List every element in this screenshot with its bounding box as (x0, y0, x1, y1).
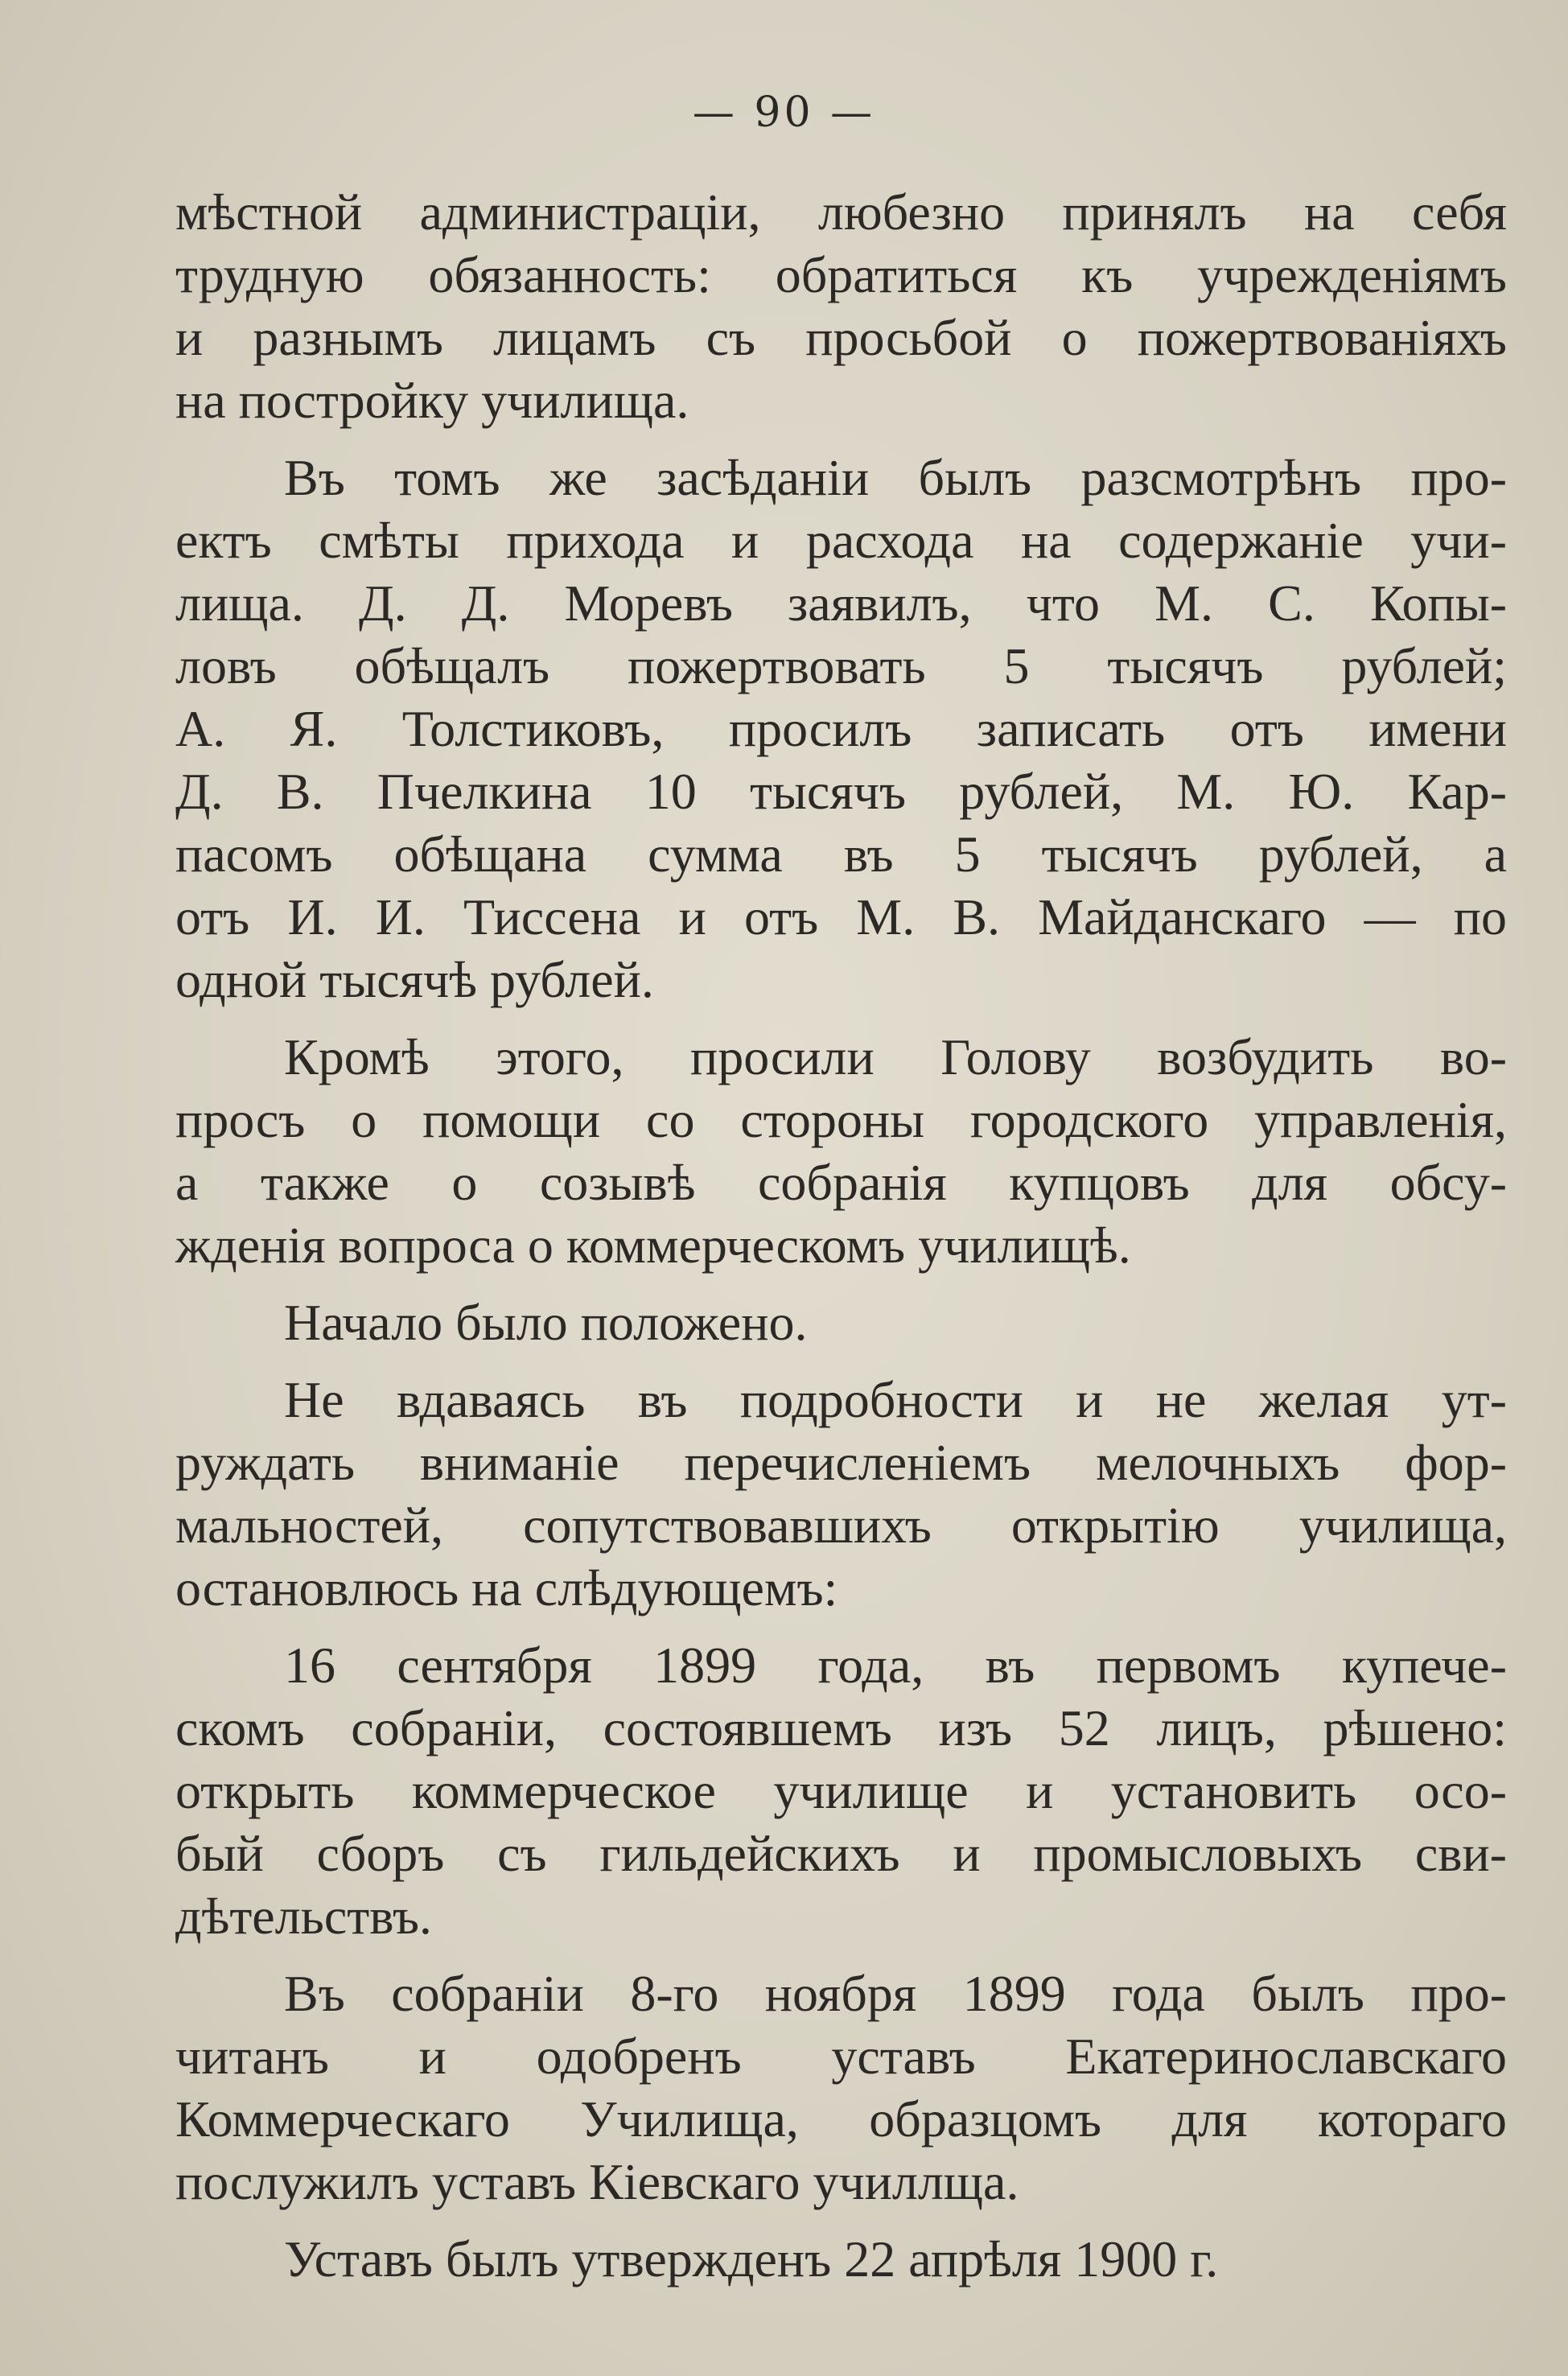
text-line: читанъ и одобренъ уставъ Екатеринославскаго (175, 2028, 1507, 2085)
text-line: Не вдаваясь въ подробности и не желая ут- (284, 1371, 1507, 1428)
page-text (175, 181, 1507, 2305)
text-line: остановлюсь на слѣдующемъ: (175, 1559, 838, 1616)
paragraph (175, 1962, 1507, 2213)
page-number: — 90 — (692, 89, 876, 137)
text-line: и разнымъ лицамъ съ просьбой о пожертвованіяхъ (175, 309, 1507, 366)
text-line: лища. Д. Д. Моревъ заявилъ, что М. С. Копы- (175, 574, 1507, 632)
text-line: послужилъ уставъ Кіевскаго училлща. (175, 2153, 1019, 2210)
paragraph (175, 2228, 1507, 2291)
text-line: мѣстной администраціи, любезно принялъ на себя (175, 183, 1507, 241)
text-line: пасомъ обѣщана сумма въ 5 тысячъ рублей, а (175, 826, 1507, 883)
paragraph (175, 1634, 1507, 1948)
paragraph (175, 447, 1507, 1011)
text-line: ектъ смѣты прихода и расхода на содержаніе учи- (175, 512, 1507, 569)
text-line: мальностей, сопутствовавшихъ открытію училища, (175, 1497, 1507, 1554)
text-line: просъ о помощи со стороны городского управленія, (175, 1091, 1507, 1148)
text-line: Начало было положено. (284, 1294, 808, 1351)
text-line: жденія вопроса о коммерческомъ училищѣ. (175, 1217, 1131, 1274)
paragraph (175, 1026, 1507, 1277)
text-line: одной тысячѣ рублей. (175, 951, 654, 1008)
text-line: Въ томъ же засѣданіи былъ разсмотрѣнъ про- (284, 449, 1507, 506)
text-line: скомъ собраніи, состоявшемъ изъ 52 лицъ, рѣшено: (175, 1699, 1507, 1756)
text-line: 16 сентября 1899 года, въ первомъ купече- (284, 1637, 1507, 1694)
paragraph (175, 1369, 1507, 1620)
text-line: отъ И. И. Тиссена и отъ М. В. Майданскаго — по (175, 888, 1507, 945)
paragraph (175, 1291, 1507, 1354)
text-line: бый сборъ съ гильдейскихъ и промысловыхъ сви- (175, 1825, 1507, 1882)
text-line: трудную обязанность: обратиться къ учрежденіямъ (175, 246, 1507, 303)
text-line: Д. В. Пчелкина 10 тысячъ рублей, М. Ю. Кар- (175, 763, 1507, 820)
text-line: Уставъ былъ утвержденъ 22 апрѣля 1900 г. (284, 2230, 1219, 2287)
text-line: ловъ обѣщалъ пожертвовать 5 тысячъ рублей; (175, 637, 1507, 694)
text-line: а также о созывѣ собранія купцовъ для обсу- (175, 1154, 1507, 1211)
text-line: Кромѣ этого, просили Голову возбудить во- (284, 1028, 1507, 1085)
text-line: открыть коммерческое училище и установить осо- (175, 1762, 1507, 1819)
paragraph (175, 181, 1507, 432)
text-line: руждать вниманіе перечисленіемъ мелочныхъ фор- (175, 1434, 1507, 1491)
text-line: Коммерческаго Училища, образцомъ для котораго (175, 2090, 1507, 2147)
text-line: А. Я. Толстиковъ, просилъ записать отъ имени (175, 700, 1507, 757)
text-line: на постройку училища. (175, 372, 689, 429)
text-line: дѣтельствъ. (175, 1888, 432, 1945)
text-line: Въ собраніи 8-го ноября 1899 года былъ про- (284, 1965, 1507, 2022)
